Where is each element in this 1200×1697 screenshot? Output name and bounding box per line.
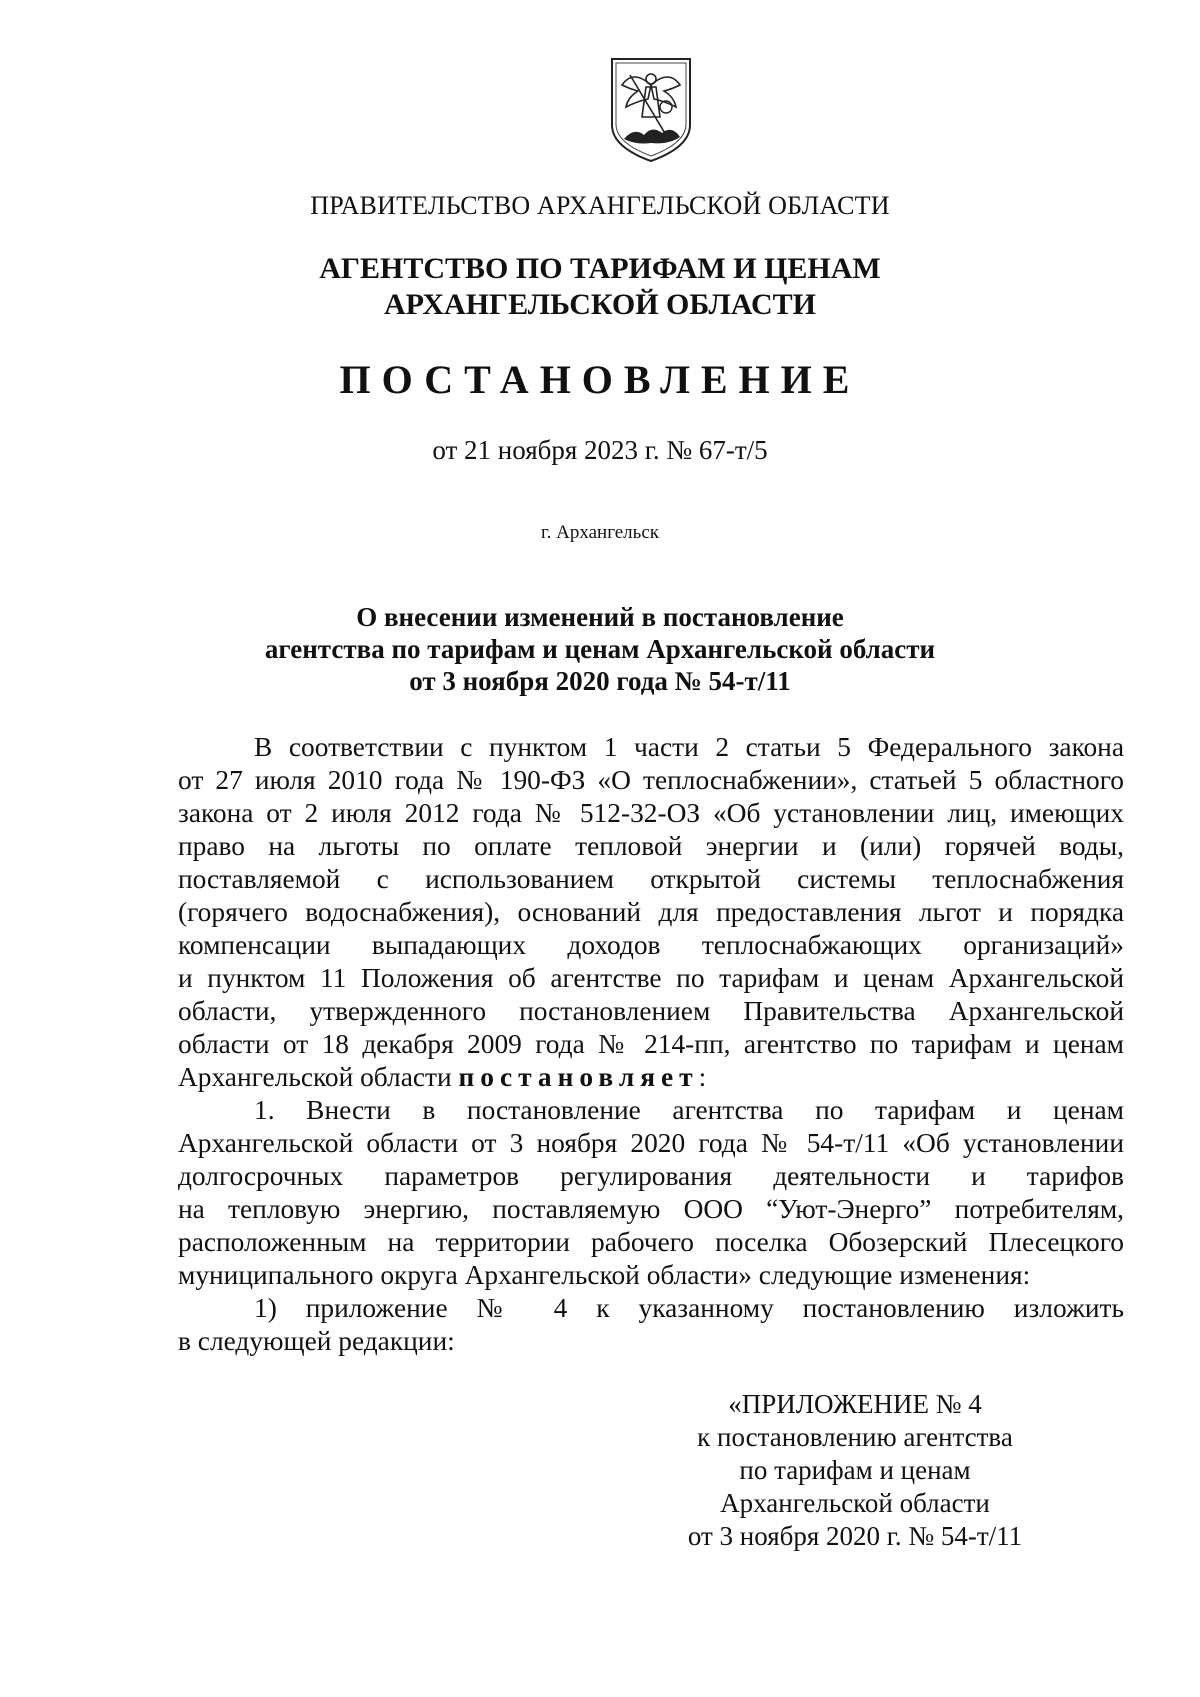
appendix-header — [630, 1388, 1080, 1553]
body-line: закона от 2 июля 2012 года № 512-32-ОЗ «Об установлении лиц, имеющих — [178, 798, 1124, 828]
resolves-suffix: : — [698, 1062, 707, 1092]
document-type-title: ПОСТАНОВЛЕНИЕ — [339, 357, 861, 402]
body-line: муниципального округа Архангельской области» следующие изменения: — [178, 1260, 1031, 1290]
appendix-line2: к постановлению агентства — [697, 1422, 1013, 1452]
agency-name-line2: АРХАНГЕЛЬСКОЙ ОБЛАСТИ — [384, 288, 816, 321]
government-name: ПРАВИТЕЛЬСТВО АРХАНГЕЛЬСКОЙ ОБЛАСТИ — [310, 191, 890, 220]
body-line: и пунктом 11 Положения об агентстве по тарифам и ценам Архангельской — [178, 963, 1124, 993]
appendix-line5: от 3 ноября 2020 г. № 54-т/11 — [687, 1521, 1023, 1551]
coat-of-arms-emblem — [608, 55, 694, 165]
body-line: В соответствии с пунктом 1 части 2 статьи 5 Федерального закона — [254, 732, 1124, 762]
document-body — [178, 731, 1124, 1358]
body-line: от 27 июля 2010 года № 190-ФЗ «О теплоснабжении», статьей 5 областного — [178, 765, 1124, 795]
body-line: долгосрочных параметров регулирования деятельности и тарифов — [178, 1161, 1124, 1191]
body-line-resolves — [178, 1061, 1124, 1094]
body-line: области от 18 декабря 2009 года № 214-пп, агентство по тарифам и ценам — [178, 1029, 1124, 1059]
body-line: в следующей редакции: — [178, 1326, 455, 1356]
body-line: компенсации выпадающих доходов теплоснабжающих организаций» — [178, 930, 1124, 960]
body-line: (горячего водоснабжения), оснований для предоставления льгот и порядка — [178, 897, 1124, 927]
appendix-line1: «ПРИЛОЖЕНИЕ № 4 — [728, 1389, 982, 1419]
subject-line2: агентства по тарифам и ценам Архангельской области — [264, 634, 936, 664]
resolves-keyword: постановляет — [458, 1062, 699, 1092]
document-date-number: от 21 ноября 2023 г. № 67-т/5 — [432, 435, 768, 465]
document-city: г. Архангельск — [540, 522, 659, 543]
subject-line3: от 3 ноября 2020 года № 54-т/11 — [409, 666, 791, 696]
body-line: Архангельской области от 3 ноября 2020 года № 54-т/11 «Об установлении — [178, 1128, 1124, 1158]
appendix-line4: Архангельской области — [720, 1488, 990, 1518]
agency-name-line1: АГЕНТСТВО ПО ТАРИФАМ И ЦЕНАМ — [319, 252, 881, 285]
appendix-line3: по тарифам и ценам — [739, 1455, 971, 1485]
body-line: расположенным на территории рабочего поселка Обозерский Плесецкого — [178, 1227, 1124, 1257]
body-line: на тепловую энергию, поставляемую ООО “Уют-Энерго” потребителям, — [178, 1194, 1124, 1224]
subject-line1: О внесении изменений в постановление — [356, 602, 844, 632]
body-line: области, утвержденного постановлением Правительства Архангельской — [178, 996, 1124, 1026]
body-line: поставляемой с использованием открытой системы теплоснабжения — [178, 864, 1124, 894]
body-line: 1. Внести в постановление агентства по тарифам и ценам — [254, 1095, 1124, 1125]
body-line: право на льготы по оплате тепловой энергии и (или) горячей воды, — [178, 831, 1124, 861]
resolves-prefix: Архангельской области — [178, 1062, 459, 1092]
body-line: 1) приложение № 4 к указанному постановлению изложить — [254, 1293, 1124, 1323]
